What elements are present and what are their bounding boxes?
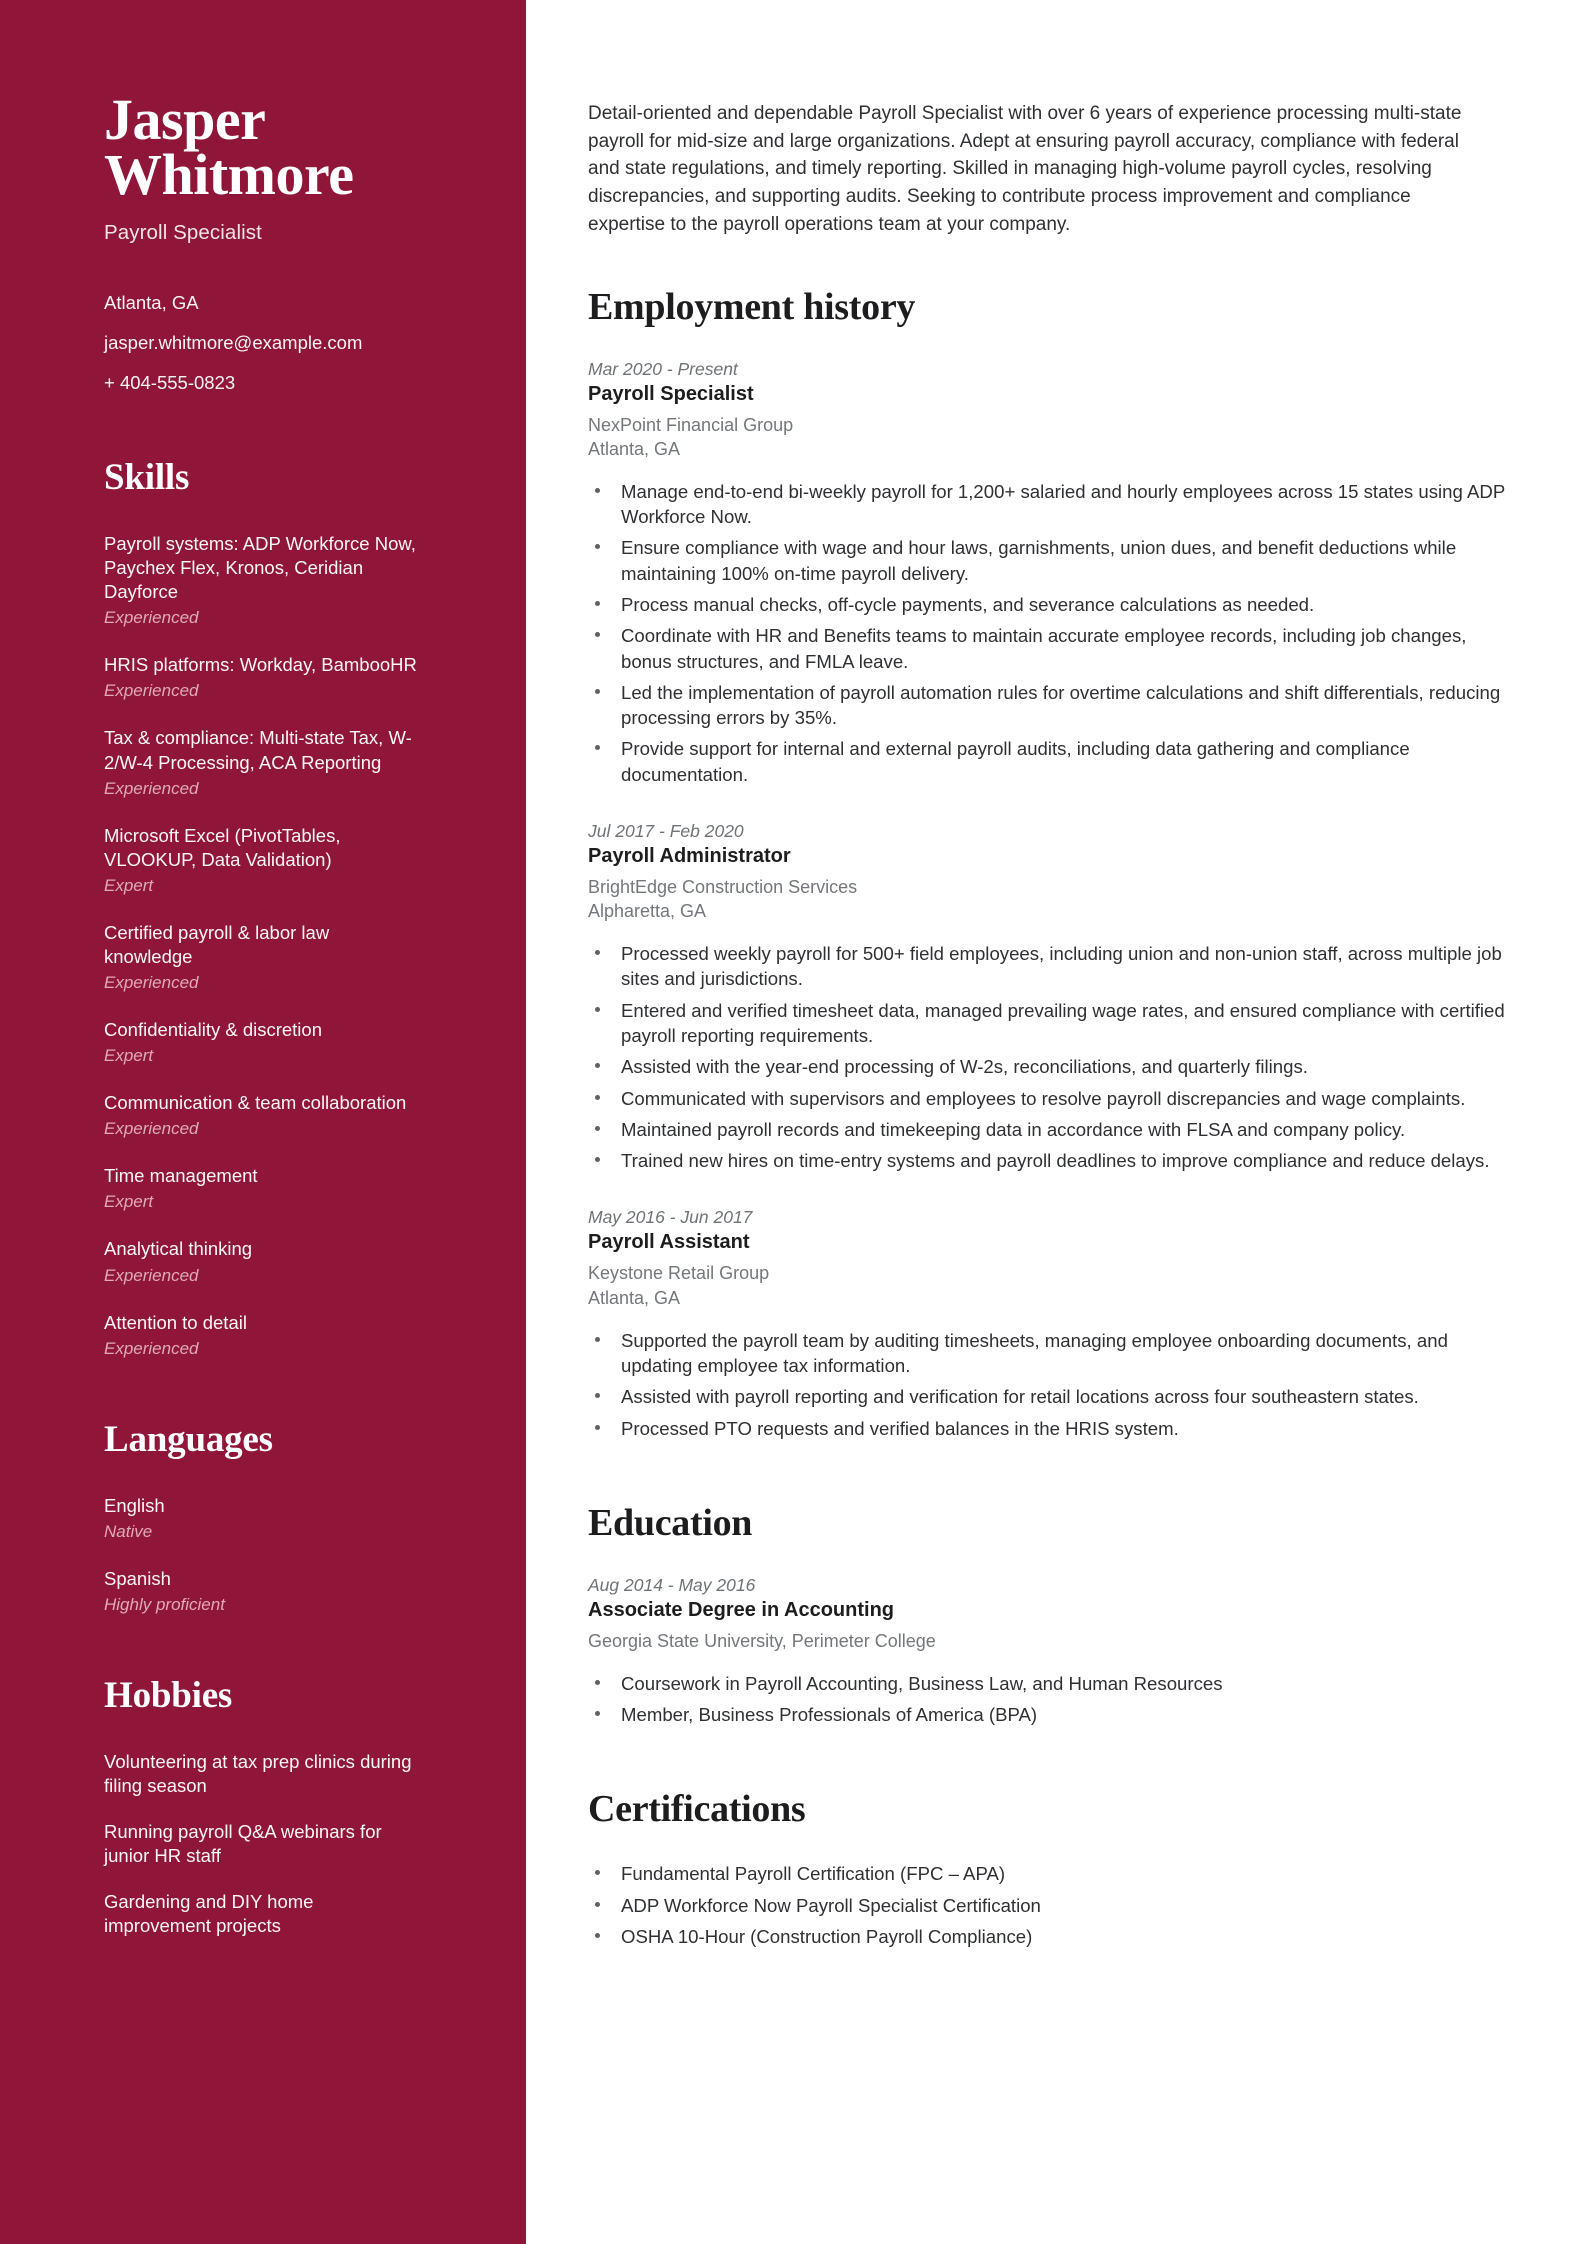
job-entry-organization: BrightEdge Construction Services xyxy=(588,876,858,897)
hobby-item xyxy=(104,1750,422,1798)
skill-item-label: Time management xyxy=(104,1165,258,1187)
skills-list xyxy=(104,532,422,1360)
skill-item xyxy=(104,653,422,702)
skill-item-level: Experienced xyxy=(104,1338,199,1358)
hobby-item xyxy=(104,1890,422,1938)
professional-summary: Detail-oriented and dependable Payroll Specialist with over 6 years of experience processing multi-state payroll for mid-size and large organizations. Adept at ensuring payroll accuracy, compliance with federal and state regulations, and timely reporting. Skilled in managing high-volume payroll cycles, resolving discrepancies, and supporting audits. Seeking to contribute process improvement and compliance expertise to the payroll operations team at your company. xyxy=(588,103,1462,235)
education-entry-title: Associate Degree in Accounting xyxy=(588,1598,894,1621)
language-item xyxy=(104,1494,422,1543)
bullet-item: Ensure compliance with wage and hour laws, garnishments, union dues, and benefit deductions while maintaining 100% on-time payroll delivery. xyxy=(588,535,1508,586)
hobbies-list xyxy=(104,1750,422,1938)
certifications-heading: Certifications xyxy=(588,1788,806,1831)
skill-item xyxy=(104,1018,422,1067)
skill-item-label: Analytical thinking xyxy=(104,1238,253,1260)
bullet-item: Process manual checks, off-cycle payments, and severance calculations as needed. xyxy=(588,592,1508,617)
certification-item: Fundamental Payroll Certification (FPC – APA) xyxy=(588,1861,1508,1886)
bullet-item: Entered and verified timesheet data, managed prevailing wage rates, and ensured compliance with certified payroll reporting requirements. xyxy=(588,998,1508,1049)
job-entry xyxy=(588,359,1508,787)
skill-item-label: Attention to detail xyxy=(104,1311,247,1333)
skill-item xyxy=(104,824,422,897)
education-list xyxy=(588,1575,1508,1728)
hobbies-heading: Hobbies xyxy=(104,1675,233,1717)
job-entry-location: Atlanta, GA xyxy=(588,1287,681,1308)
language-item-label: English xyxy=(104,1494,165,1516)
bullet-item: Member, Business Professionals of America (BPA) xyxy=(588,1702,1508,1727)
skill-item xyxy=(104,1311,422,1360)
job-entry-bullets xyxy=(588,479,1508,787)
skill-item xyxy=(104,532,422,629)
certification-item: ADP Workforce Now Payroll Specialist Certification xyxy=(588,1893,1508,1918)
language-item xyxy=(104,1567,422,1616)
sidebar xyxy=(0,0,526,2244)
job-entry-date: May 2016 - Jun 2017 xyxy=(588,1207,753,1228)
skill-item xyxy=(104,1164,422,1213)
skill-item-label: Confidentiality & discretion xyxy=(104,1019,322,1041)
job-entry-organization: Keystone Retail Group xyxy=(588,1263,770,1284)
skill-item-label: Tax & compliance: Multi-state Tax, W-2/W-4 Processing, ACA Reporting xyxy=(104,727,412,773)
skill-item-level: Experienced xyxy=(104,1119,199,1139)
skill-item-label: Certified payroll & labor law knowledge xyxy=(104,921,330,967)
bullet-item: Assisted with payroll reporting and verification for retail locations across four southeastern states. xyxy=(588,1384,1508,1409)
skill-item xyxy=(104,726,422,799)
skill-item-level: Experienced xyxy=(104,778,199,798)
education-entry-organization: Georgia State University, Perimeter College xyxy=(588,1630,936,1651)
bullet-item: Coursework in Payroll Accounting, Business Law, and Human Resources xyxy=(588,1671,1508,1696)
skill-item xyxy=(104,1237,422,1286)
job-entry-title: Payroll Assistant xyxy=(588,1231,750,1254)
skill-item-level: Experienced xyxy=(104,681,199,701)
contact-location: Atlanta, GA xyxy=(104,292,199,314)
language-item-label: Spanish xyxy=(104,1567,171,1589)
contact-phone[interactable]: + 404-555-0823 xyxy=(104,372,236,394)
bullet-item: Processed PTO requests and verified balances in the HRIS system. xyxy=(588,1416,1508,1441)
employment-history-heading: Employment history xyxy=(588,285,916,328)
job-entry-bullets xyxy=(588,1328,1508,1441)
skill-item-label: Payroll systems: ADP Workforce Now, Paychex Flex, Kronos, Ceridian Dayforce xyxy=(104,533,416,603)
hobby-item xyxy=(104,1820,422,1868)
contact-block xyxy=(104,291,422,396)
hobby-item-label: Gardening and DIY home improvement projects xyxy=(104,1891,314,1937)
education-entry-date: Aug 2014 - May 2016 xyxy=(588,1574,756,1595)
bullet-item: Provide support for internal and external payroll audits, including data gathering and compliance documentation. xyxy=(588,736,1508,787)
last-name: Whitmore xyxy=(104,142,354,208)
education-entry xyxy=(588,1575,1508,1728)
job-entry-location: Alpharetta, GA xyxy=(588,901,707,922)
main-content xyxy=(526,0,1588,2244)
skill-item-label: Communication & team collaboration xyxy=(104,1092,407,1114)
skill-item xyxy=(104,1091,422,1140)
bullet-item: Processed weekly payroll for 500+ field employees, including union and non-union staff, across multiple job sites and jurisdictions. xyxy=(588,941,1508,992)
candidate-job-title: Payroll Specialist xyxy=(104,221,262,245)
candidate-name xyxy=(104,87,422,208)
skills-heading: Skills xyxy=(104,457,190,499)
education-entry-bullets xyxy=(588,1671,1508,1728)
job-entry xyxy=(588,821,1508,1173)
bullet-item: Trained new hires on time-entry systems and payroll deadlines to improve compliance and reduce delays. xyxy=(588,1148,1508,1173)
hobby-item-label: Volunteering at tax prep clinics during filing season xyxy=(104,1751,412,1797)
employment-history-list xyxy=(588,359,1508,1441)
job-entry-date: Mar 2020 - Present xyxy=(588,358,738,379)
hobby-item-label: Running payroll Q&A webinars for junior HR staff xyxy=(104,1821,382,1867)
certification-item: OSHA 10-Hour (Construction Payroll Compliance) xyxy=(588,1924,1508,1949)
job-entry-title: Payroll Specialist xyxy=(588,382,754,405)
skill-item-level: Experienced xyxy=(104,1265,199,1285)
job-entry xyxy=(588,1207,1508,1440)
certifications-list xyxy=(588,1861,1508,1949)
first-name: Jasper xyxy=(104,87,266,152)
bullet-item: Communicated with supervisors and employees to resolve payroll discrepancies and wage complaints. xyxy=(588,1086,1508,1111)
job-entry-organization: NexPoint Financial Group xyxy=(588,414,794,435)
languages-heading: Languages xyxy=(104,1418,273,1460)
contact-email[interactable]: jasper.whitmore@example.com xyxy=(104,332,363,354)
bullet-item: Maintained payroll records and timekeeping data in accordance with FLSA and company policy. xyxy=(588,1117,1508,1142)
bullet-item: Coordinate with HR and Benefits teams to maintain accurate employee records, including job changes, bonus structures, and FMLA leave. xyxy=(588,623,1508,674)
skill-item-level: Expert xyxy=(104,875,154,895)
education-heading: Education xyxy=(588,1501,753,1544)
bullet-item: Supported the payroll team by auditing timesheets, managing employee onboarding documents, and updating employee tax information. xyxy=(588,1328,1508,1379)
skill-item-level: Expert xyxy=(104,1046,154,1066)
skill-item-label: HRIS platforms: Workday, BambooHR xyxy=(104,654,417,676)
job-entry-title: Payroll Administrator xyxy=(588,844,791,867)
languages-list xyxy=(104,1494,422,1616)
skill-item-level: Expert xyxy=(104,1192,154,1212)
bullet-item: Assisted with the year-end processing of W-2s, reconciliations, and quarterly filings. xyxy=(588,1054,1508,1079)
job-entry-location: Atlanta, GA xyxy=(588,438,681,459)
language-item-level: Highly proficient xyxy=(104,1594,225,1614)
skill-item xyxy=(104,921,422,994)
bullet-item: Manage end-to-end bi-weekly payroll for 1,200+ salaried and hourly employees across 15 states using ADP Workforce Now. xyxy=(588,479,1508,530)
skill-item-level: Experienced xyxy=(104,608,199,628)
bullet-item: Led the implementation of payroll automation rules for overtime calculations and shift differentials, reducing processing errors by 35%. xyxy=(588,680,1508,731)
skill-item-level: Experienced xyxy=(104,972,199,992)
job-entry-date: Jul 2017 - Feb 2020 xyxy=(588,820,744,841)
language-item-level: Native xyxy=(104,1521,153,1541)
skill-item-label: Microsoft Excel (PivotTables, VLOOKUP, Data Validation) xyxy=(104,824,341,870)
job-entry-bullets xyxy=(588,941,1508,1173)
